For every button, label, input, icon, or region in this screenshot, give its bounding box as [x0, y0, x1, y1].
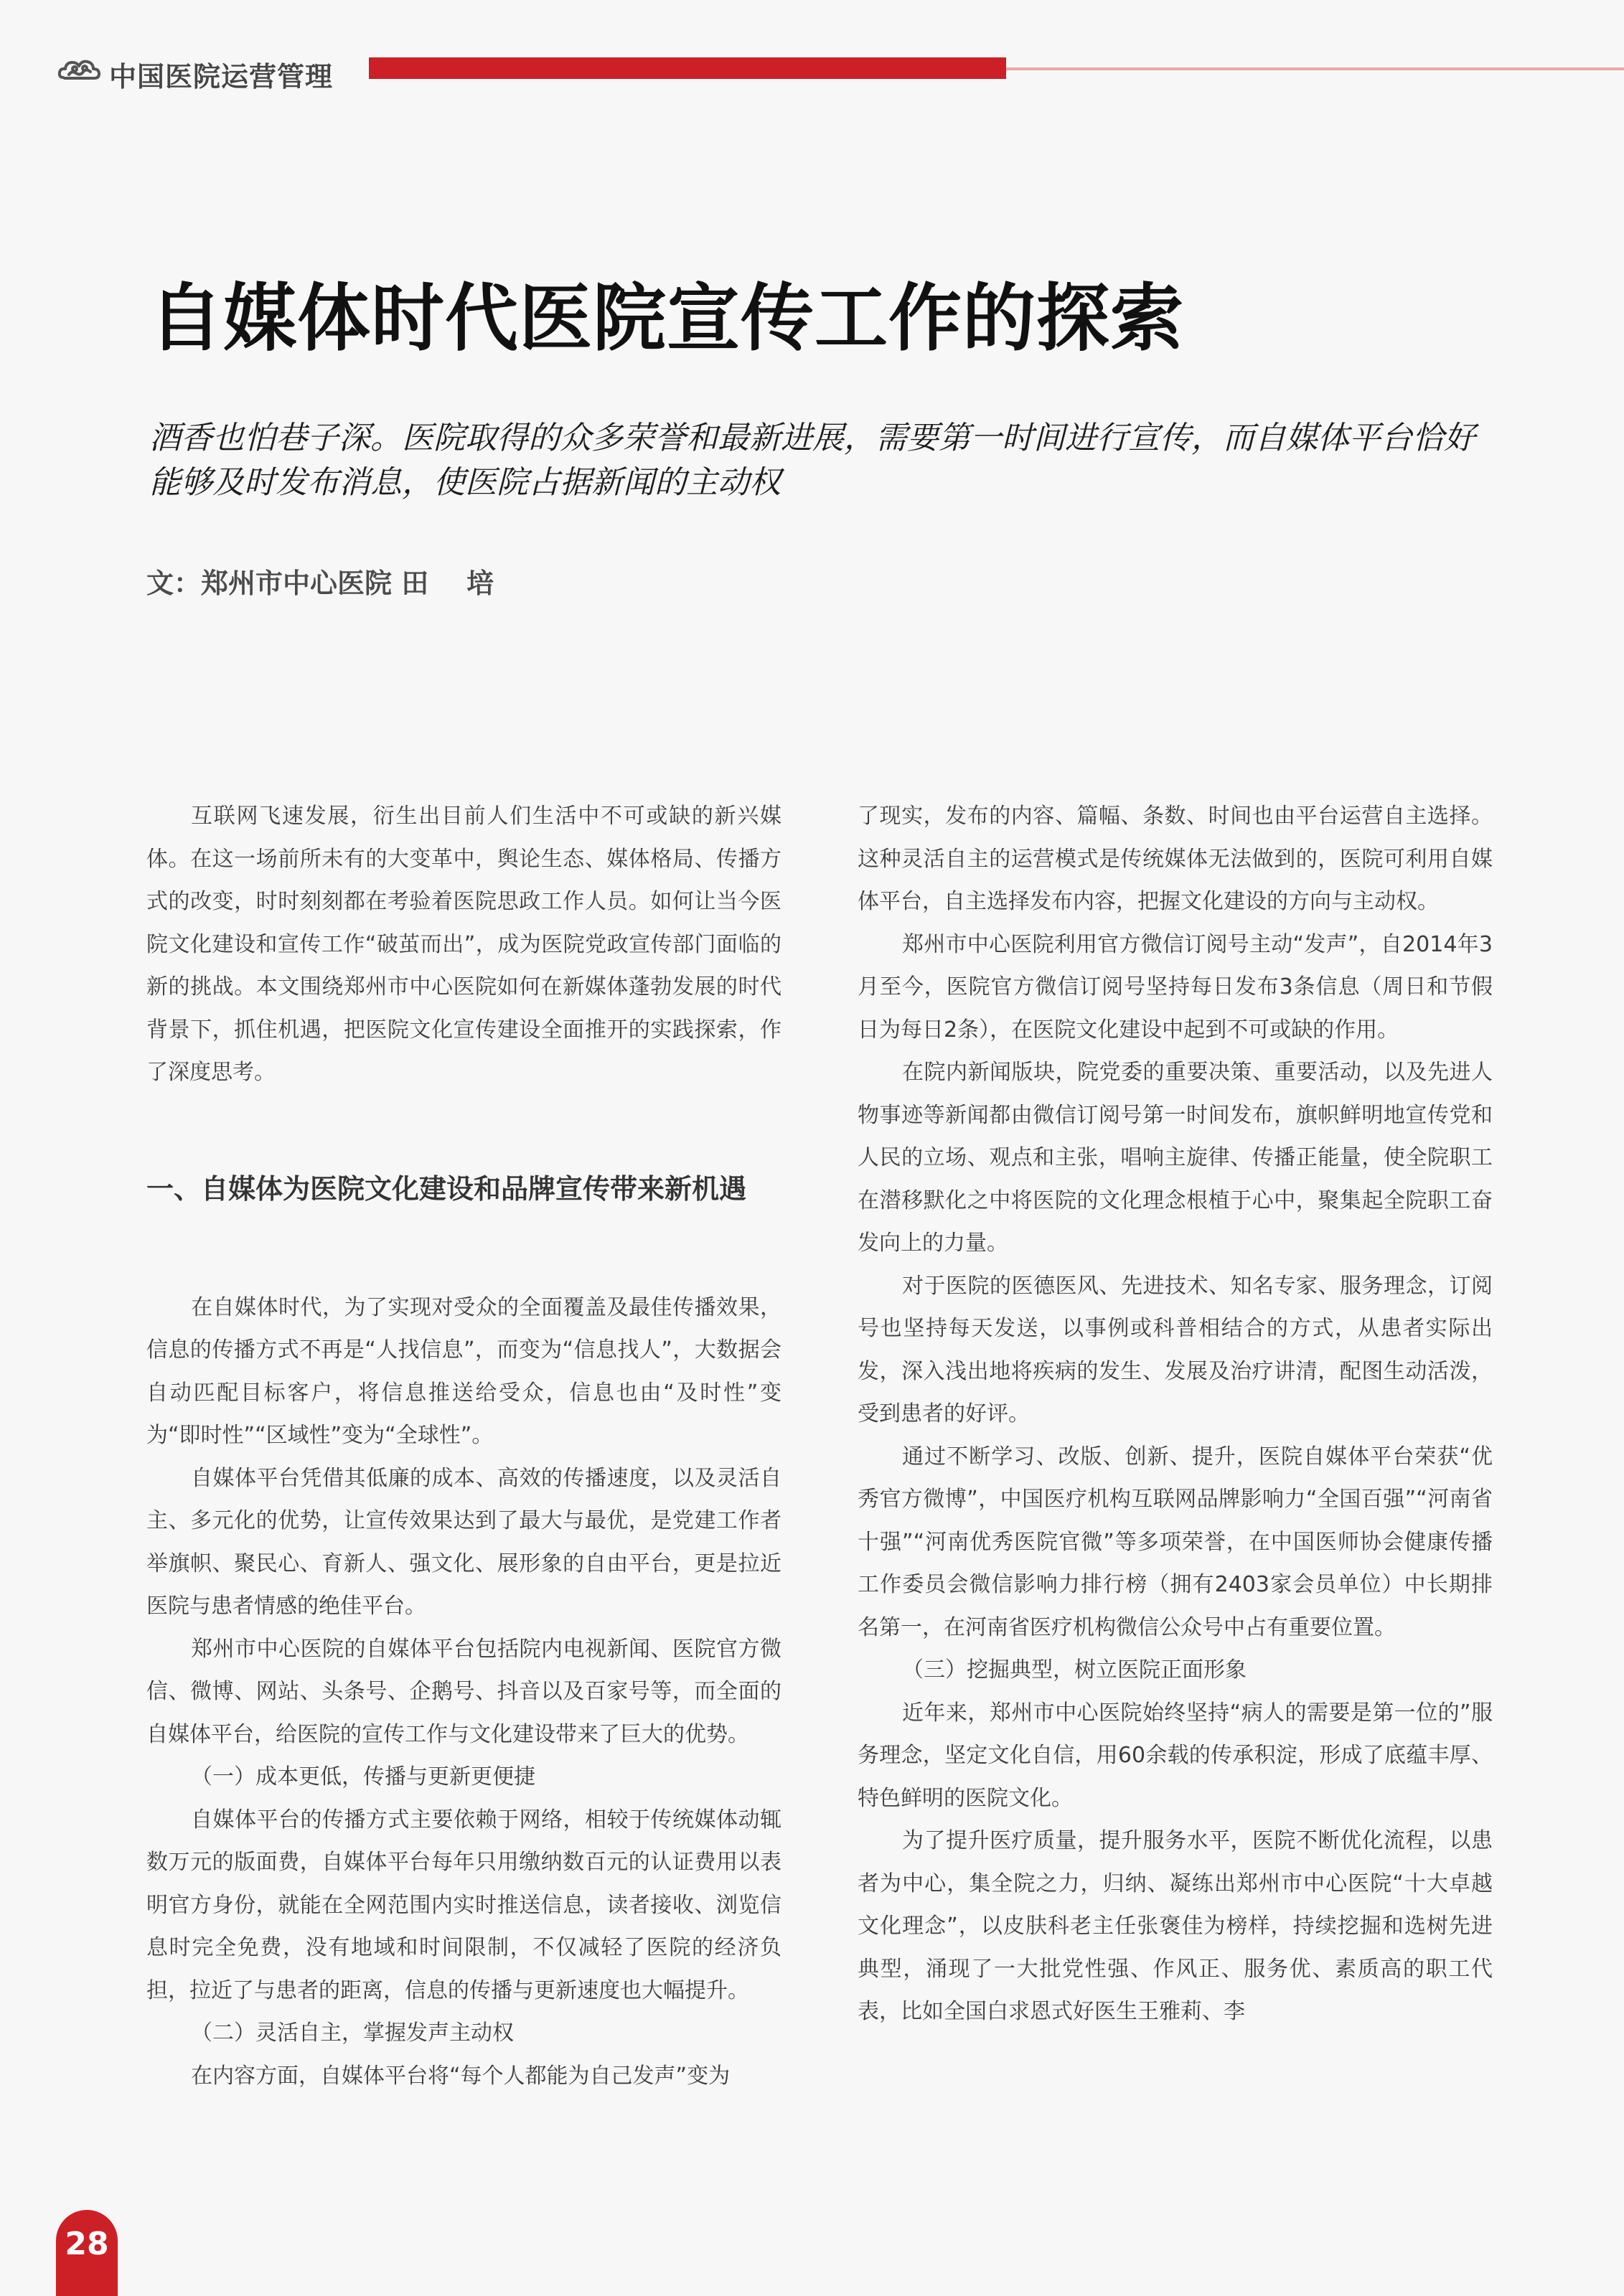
body-paragraph: 自媒体平台凭借其低廉的成本、高效的传播速度，以及灵活自主、多元化的优势，让宣传效果达到了最大与最优，是党建工作者举旗帜、聚民心、育新人、强文化、展形象的自由平台，更是拉近医院与患者情感的绝佳平台。: [146, 1465, 782, 1619]
page-number: 28: [65, 2226, 109, 2262]
body-paragraph: 自媒体平台的传播方式主要依赖于网络，相较于传统媒体动辄数万元的版面费，自媒体平台每年只用缴纳数百元的认证费用以表明官方身份，就能在全网范围内实时推送信息，读者接收、浏览信息时完全免费，没有地域和时间限制，不仅减轻了医院的经济负担，拉近了与患者的距离，信息的传播与更新速度也大幅提升。: [146, 1807, 782, 2003]
body-paragraph: 了现实，发布的内容、篇幅、条数、时间也由平台运营自主选择。这种灵活自主的运营模式是传统媒体无法做到的，医院可利用自媒体平台，自主选择发布内容，把握文化建设的方向与主动权。: [858, 804, 1493, 914]
page-number-badge: [56, 2210, 118, 2296]
body-paragraph: 通过不断学习、改版、创新、提升，医院自媒体平台荣获“优秀官方微博”，中国医疗机构互联网品牌影响力“全国百强”“河南省十强”“河南优秀医院官微”等多项荣誉，在中国医师协会健康传播工作委员会微信影响力排行榜（拥有2403家会员单位）中长期排名第一，在河南省医疗机构微信公众号中占有重要位置。: [858, 1444, 1493, 1640]
body-paragraph: 在院内新闻版块，院党委的重要决策、重要活动，以及先进人物事迹等新闻都由微信订阅号第一时间发布，旗帜鲜明地宣传党和人民的立场、观点和主张，唱响主旋律、传播正能量，使全院职工在潜移默化之中将医院的文化理念根植于心中，聚集起全院职工奋发向上的力量。: [858, 1060, 1493, 1256]
byline: 文：郑州市中心医院 田 培: [146, 568, 494, 599]
spacer: [146, 1210, 782, 1286]
section-heading: 一、自媒体为医院文化建设和品牌宣传带来新机遇: [146, 1172, 747, 1205]
subsection-heading: （一）成本更低，传播与更新更便捷: [191, 1764, 535, 1789]
subsection-heading: （三）挖掘典型，树立医院正面形象: [902, 1657, 1247, 1683]
article-subtitle: 酒香也怕巷子深。医院取得的众多荣誉和最新进展，需要第一时间进行宣传，而自媒体平台恰好能够及时发布消息，使医院占据新闻的主动权: [149, 420, 1475, 501]
cloud-icon: [57, 56, 102, 85]
article-title: 自媒体时代医院宣传工作的探索: [149, 276, 1184, 362]
right-column: [858, 795, 1493, 2033]
intro-paragraph: 互联网飞速发展，衍生出目前人们生活中不可或缺的新兴媒体。在这一场前所未有的大变革中，舆论生态、媒体格局、传播方式的改变，时时刻刻都在考验着医院思政工作人员。如何让当今医院文化建设和宣传工作“破茧而出”，成为医院党政宣传部门面临的新的挑战。本文围绕郑州市中心医院如何在新媒体蓬勃发展的时代背景下，抓住机遇，把医院文化宣传建设全面推开的实践探索，作了深度思考。: [146, 804, 782, 1085]
body-paragraph: 郑州市中心医院的自媒体平台包括院内电视新闻、医院官方微信、微博、网站、头条号、企鹅号、抖音以及百家号等，而全面的自媒体平台，给医院的宣传工作与文化建设带来了巨大的优势。: [146, 1636, 782, 1747]
body-paragraph: 在内容方面，自媒体平台将“每个人都能为自己发声”变为: [191, 2063, 731, 2089]
magazine-name: 中国医院运营管理: [109, 61, 334, 93]
body-paragraph: 近年来，郑州市中心医院始终坚持“病人的需要是第一位的”服务理念，坚定文化自信，用60余载的传承积淀，形成了底蕴丰厚、特色鲜明的医院文化。: [858, 1700, 1493, 1811]
body-paragraph: 对于医院的医德医风、先进技术、知名专家、服务理念，订阅号也坚持每天发送，以事例或科普相结合的方式，从患者实际出发，深入浅出地将疾病的发生、发展及治疗讲清，配图生动活泼，受到患者的好评。: [858, 1273, 1493, 1426]
left-column: [146, 795, 782, 2097]
body-paragraph: 在自媒体时代，为了实现对受众的全面覆盖及最佳传播效果，信息的传播方式不再是“人找信息”，而变为“信息找人”，大数据会自动匹配目标客户，将信息推送给受众，信息也由“及时性”变为“即时性”“区域性”变为“全球性”。: [146, 1294, 782, 1448]
body-paragraph: 郑州市中心医院利用官方微信订阅号主动“发声”，自2014年3月至今，医院官方微信订阅号坚持每日发布3条信息（周日和节假日为每日2条），在医院文化建设中起到不可或缺的作用。: [858, 931, 1493, 1043]
spacer: [146, 1094, 782, 1167]
header-accent-bar: [369, 57, 1006, 79]
subsection-heading: （二）灵活自主，掌握发声主动权: [191, 2020, 514, 2046]
header-rule: [1006, 67, 1624, 70]
page-header: [57, 52, 1624, 95]
body-paragraph: 为了提升医疗质量，提升服务水平，医院不断优化流程，以患者为中心，集全院之力，归纳、凝练出郑州市中心医院“十大卓越文化理念”，以皮肤科老主任张褒佳为榜样，持续挖掘和选树先进典型，涌现了一大批党性强、作风正、服务优、素质高的职工代表，比如全国白求恩式好医生王雅莉、李: [858, 1828, 1493, 2024]
